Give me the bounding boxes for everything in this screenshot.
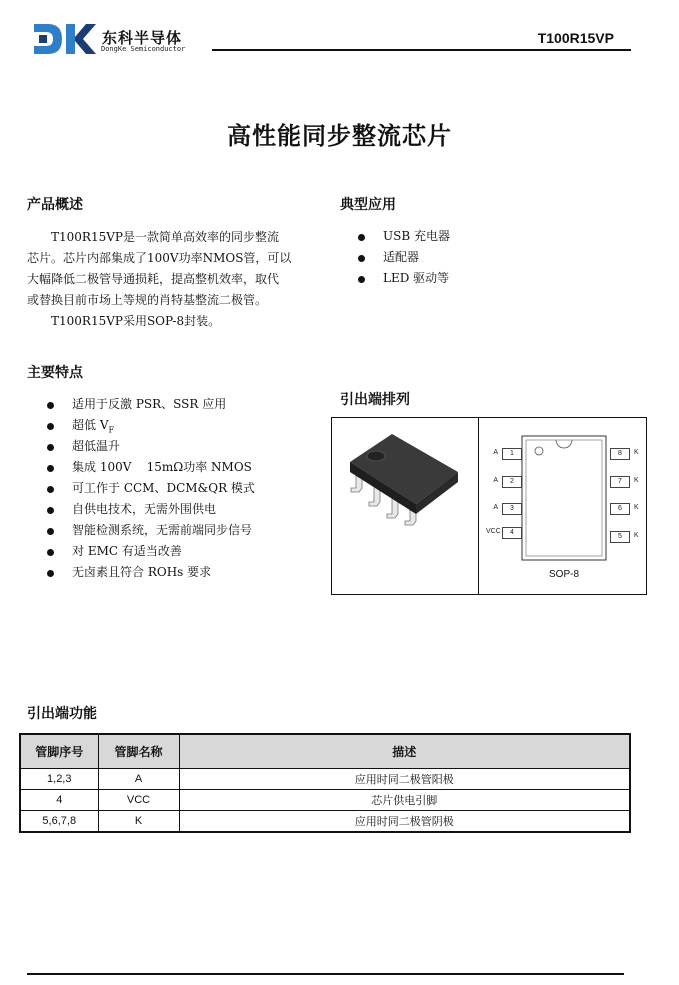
column-header: 描述	[179, 734, 630, 769]
pin-name-label: A	[493, 504, 498, 511]
pin-number-box: 6	[610, 503, 630, 515]
pin-description-cell: 芯片供电引脚	[179, 790, 630, 811]
list-item: USB 充电器	[356, 226, 450, 247]
list-item: 超低温升	[45, 436, 255, 457]
applications-heading: 典型应用	[340, 197, 396, 213]
pin-name-label: VCC	[486, 528, 501, 535]
pin-function-heading: 引出端功能	[27, 706, 97, 722]
footer-rule	[27, 973, 624, 975]
table-row	[20, 811, 630, 833]
header-rule	[212, 49, 631, 51]
pin-name-label: K	[634, 449, 639, 456]
list-item: 对 EMC 有适当改善	[45, 541, 255, 562]
overview-line: 芯片。芯片内部集成了100V功率NMOS管，可以	[27, 251, 292, 265]
list-item: 自供电技术，无需外围供电	[45, 499, 255, 520]
list-item: 适配器	[356, 247, 450, 268]
column-header: 管脚序号	[20, 734, 98, 769]
document-title: 高性能同步整流芯片	[227, 122, 452, 150]
pin-name-cell: K	[98, 811, 179, 833]
table-row	[20, 790, 630, 811]
list-item: 可工作于 CCM、DCM&QR 模式	[45, 478, 255, 499]
overview-line: 或替换目前市场上等规的肖特基整流二极管。	[27, 293, 268, 307]
pin-name-cell: A	[98, 769, 179, 790]
applications-list	[356, 226, 450, 289]
subscript-f: F	[108, 425, 115, 435]
pin-name-label: A	[493, 477, 498, 484]
pin-description-cell: 应用时同二极管阴极	[179, 811, 630, 833]
brand-name-cn: 东科半导体	[102, 29, 183, 47]
chip-package-photo	[340, 428, 470, 528]
overview-line: T100R15VP采用SOP-8封装。	[51, 314, 221, 328]
list-item: 智能检测系统，无需前端同步信号	[45, 520, 255, 541]
pin-number-box: 3	[502, 503, 522, 515]
package-label: SOP-8	[549, 569, 580, 580]
pin-name-label: K	[634, 504, 639, 511]
features-list	[45, 394, 255, 583]
pin-number-box: 2	[502, 476, 522, 488]
pin-number-box: 4	[502, 527, 522, 539]
overview-paragraph	[27, 227, 323, 332]
pin-number-box: 8	[610, 448, 630, 460]
pin-name-label: K	[634, 532, 639, 539]
overview-heading: 产品概述	[27, 197, 83, 213]
pin-function-table	[19, 733, 631, 833]
part-number: T100R15VP	[537, 30, 614, 46]
dongke-logo-icon	[34, 24, 96, 54]
features-heading: 主要特点	[27, 365, 83, 381]
pin-name-label: A	[493, 449, 498, 456]
feature-text: 超低 V	[72, 418, 109, 432]
column-header: 管脚名称	[98, 734, 179, 769]
list-item: 适用于反激 PSR、SSR 应用	[45, 394, 255, 415]
pin-number-box: 5	[610, 531, 630, 543]
pinout-divider	[478, 417, 479, 595]
overview-line: 大幅降低二极管导通损耗，提高整机效率，取代	[27, 272, 280, 286]
pin-number-box: 1	[502, 448, 522, 460]
table-header-row	[20, 734, 630, 769]
pin-description-cell: 应用时同二极管阳极	[179, 769, 630, 790]
list-item: LED 驱动等	[356, 268, 450, 289]
pin-number-cell: 1,2,3	[20, 769, 98, 790]
brand-name-en: DongKe Semiconductor	[101, 45, 186, 53]
table-row	[20, 769, 630, 790]
pin-name-cell: VCC	[98, 790, 179, 811]
pinout-heading: 引出端排列	[340, 392, 410, 408]
pin-number-box: 7	[610, 476, 630, 488]
list-item: 集成 100V 15mΩ功率 NMOS	[45, 457, 255, 478]
pin-name-label: K	[634, 477, 639, 484]
overview-line: T100R15VP是一款简单高效率的同步整流	[51, 230, 279, 244]
pin-number-cell: 5,6,7,8	[20, 811, 98, 833]
pin-number-cell: 4	[20, 790, 98, 811]
list-item: 无卤素且符合 ROHs 要求	[45, 562, 255, 583]
list-item	[45, 415, 255, 436]
